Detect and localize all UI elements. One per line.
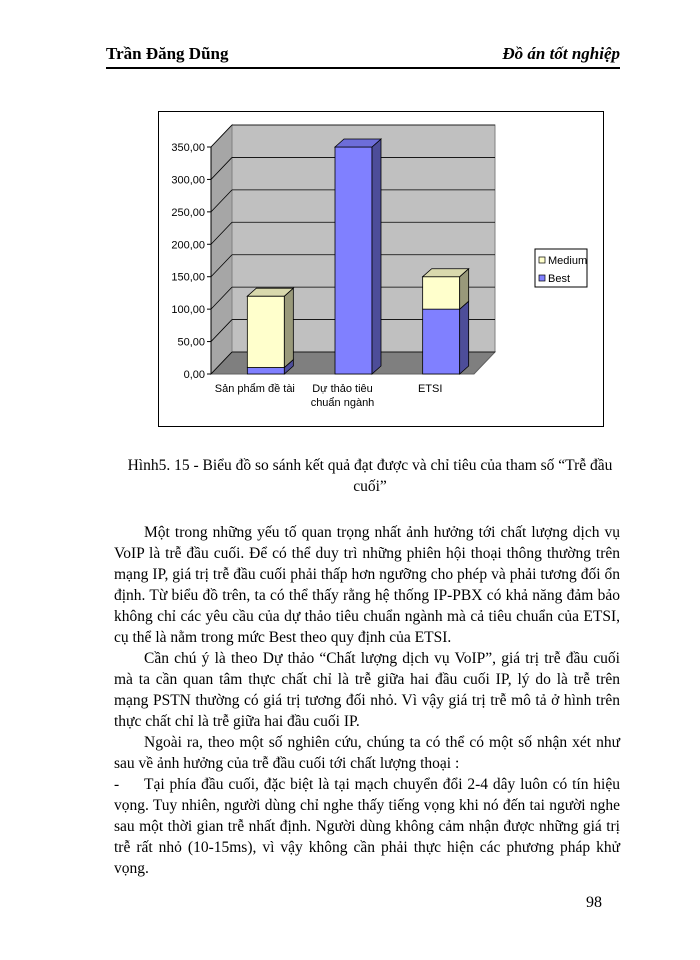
legend-swatch	[539, 257, 545, 263]
y-tick-label: 150,00	[171, 271, 205, 284]
x-category-label: Sản phẩm đề tài	[214, 383, 295, 395]
y-tick-label: 350,00	[171, 142, 205, 154]
bar-segment-front	[423, 277, 460, 309]
bar-segment-side	[372, 139, 381, 374]
x-category-label: chuẩn ngành	[310, 397, 375, 409]
y-tick-label: 100,00	[171, 304, 205, 317]
bar-segment-side	[460, 301, 469, 374]
body-text	[114, 522, 620, 879]
page-number: 98	[586, 894, 602, 911]
bullet-marker: -	[114, 776, 120, 793]
paragraph: Một trong những yếu tố quan trọng nhất ảnh hưởng tới chất lượng dịch vụ VoIP là trễ đầu cuối. Để có thể duy trì những phiên hội thoại thông thường trên mạng IP, giá trị trễ đầu cuối phải thấp hơn ngưỡng cho phép và phải tương đối ổn định. Từ biểu đồ trên, ta có thể thấy rằng hệ thống IP-PBX có khả năng đảm bảo không chỉ các yêu cầu của dự thảo tiêu chuẩn ngành mà cả tiêu chuẩn của ETSI, cụ thể là nằm trong mức Best theo quy định của ETSI.	[114, 524, 620, 646]
y-tick-label: 200,00	[171, 239, 205, 252]
y-tick-label: 300,00	[171, 174, 205, 187]
bar-chart	[159, 112, 603, 426]
legend-label: Medium	[548, 255, 588, 267]
x-category-label: Dự thảo tiêu	[312, 383, 373, 395]
chart-side-wall	[211, 125, 232, 374]
figure-caption: Hình5. 15 - Biểu đồ so sánh kết quả đạt được và chỉ tiêu của tham số “Trễ đầu cuối”	[127, 457, 613, 495]
bullet-item	[114, 774, 620, 879]
author-name: Trần Đăng Dũng	[106, 44, 229, 63]
paragraph: Cần chú ý là theo Dự thảo “Chất lượng dịch vụ VoIP”, giá trị trễ đầu cuối mà ta cần quan tâm thực chất chỉ là trễ giữa hai đầu cuối IP, lý do là trễ trên mạng PSTN thường có giá trị tương đối nhỏ. Vì vậy giá trị trễ mô tả ở hình trên thực chất chỉ là trễ giữa hai đầu cuối IP.	[114, 650, 620, 730]
legend-label: Best	[548, 273, 571, 285]
bar-segment-front	[423, 309, 460, 374]
paragraph: Ngoài ra, theo một số nghiên cứu, chúng ta có thể có một số nhận xét như sau về ảnh hưởng của trễ đầu cuối tới chất lượng thoại :	[114, 734, 620, 772]
document-title: Đồ án tốt nghiệp	[502, 44, 620, 63]
bar-segment-front	[335, 147, 372, 374]
header-rule	[106, 67, 620, 69]
y-tick-label: 0,00	[183, 369, 205, 381]
x-category-label: ETSI	[417, 383, 443, 395]
y-tick-label: 250,00	[171, 206, 205, 219]
chart-frame	[158, 111, 604, 427]
legend-swatch	[539, 275, 545, 281]
bar-segment-side	[284, 288, 293, 367]
y-tick-label: 50,00	[177, 336, 205, 349]
bar-segment-front	[247, 368, 284, 374]
page-header	[106, 40, 620, 68]
bar-segment-front	[247, 296, 284, 367]
bullet-text: Tại phía đầu cuối, đặc biệt là tại mạch chuyển đổi 2-4 dây luôn có tín hiệu vọng. Tuy nhiên, người dùng chỉ nghe thấy tiếng vọng khi nó đến tai người nghe sau một thời gian trễ nhất định. Người dùng không cảm nhận được những giá trị trễ rất nhỏ (10-15ms), vì vậy không cần phải thực hiện các phương pháp khử vọng.	[114, 776, 620, 877]
